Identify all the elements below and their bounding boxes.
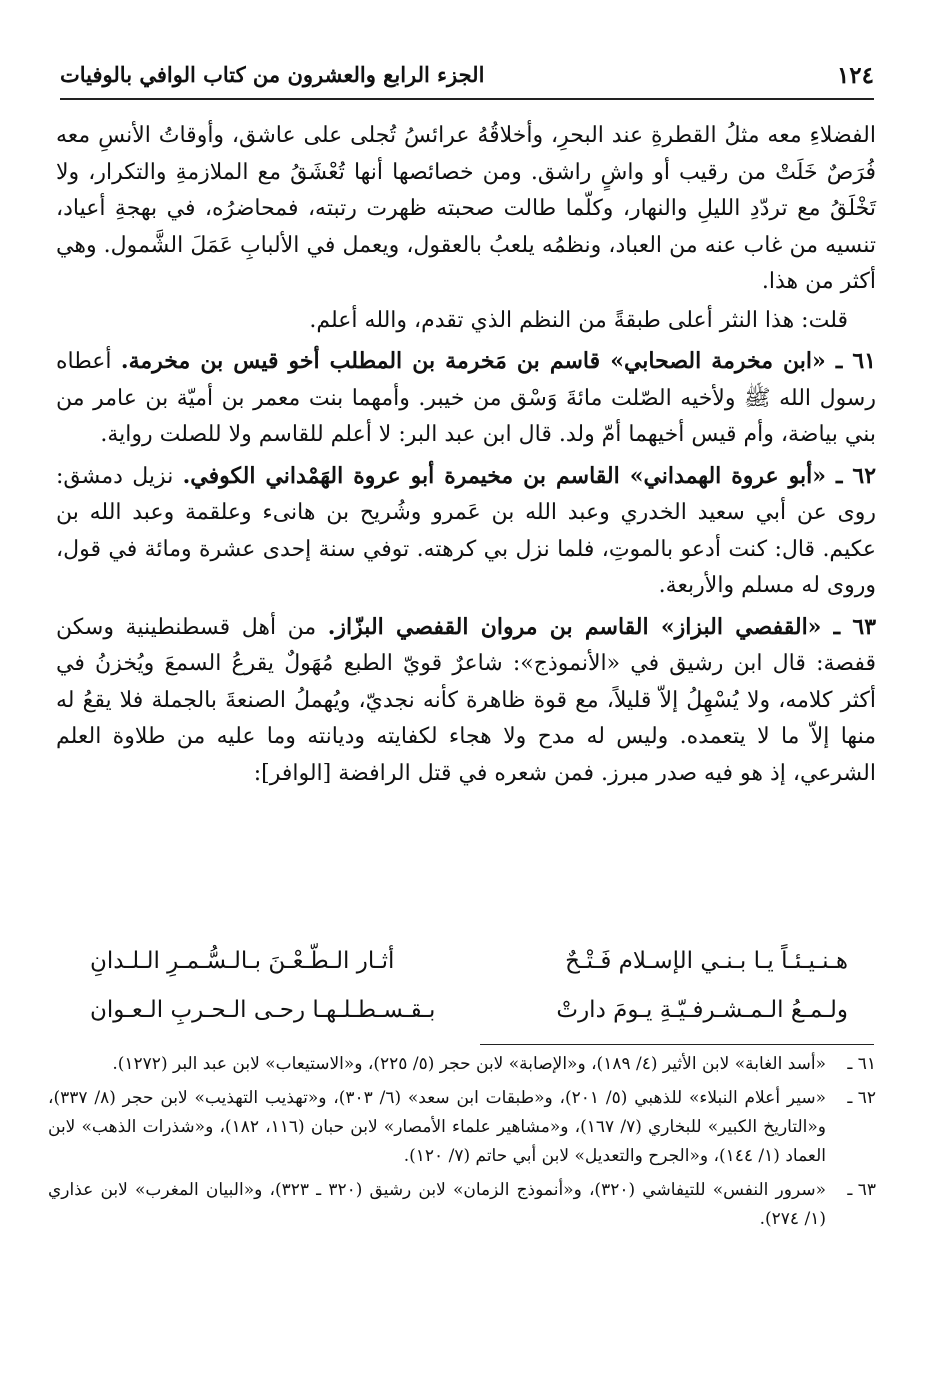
- footnote-number: ٦١ ـ: [847, 1054, 876, 1074]
- entry-heading: ٦١ ـ «ابن مخرمة الصحابي» قاسم بن مَخرمة بن المطلب أخو قيس بن مخرمة.: [120, 348, 876, 374]
- entry-62: [56, 458, 876, 605]
- footnote-text: «أسد الغابة» لابن الأثير (٤/ ١٨٩)، و«الإصابة» لابن حجر (٥/ ٢٢٥)، و«الاستيعاب» لابن عبد البر (١٢٧٢).: [112, 1054, 826, 1074]
- entry-text: أعطاه رسول الله ﷺ ولأخيه الصّلت مائةَ وَسْق من خيبر. وأمهما بنت معمر بن أميّة بن عامر من بني بياضة، وأم قيس أخيهما أمّ ولد. قال ابن عبد البر: لا أعلم للقاسم ولا للصلت رواية.: [56, 349, 876, 447]
- entry-heading: ٦٢ ـ «أبو عروة الهمداني» القاسم بن مخيمرة أبو عروة الهَمْداني الكوفي.: [182, 462, 877, 489]
- verse-first-hemistich: هـنـيـئـاً يـا بـنـي الإسـلام فَـتْـحٌ: [565, 948, 848, 974]
- verse-second-hemistich: أثـار الـطّـعْـنَ بـالـسُّـمـرِ الـلـدانِ: [90, 948, 395, 974]
- page-header: [60, 58, 874, 100]
- entry-61: [56, 343, 876, 454]
- footnote-text: «سير أعلام النبلاء» للذهبي (٥/ ٢٠١)، و«طبقات ابن سعد» (٦/ ٣٠٣)، و«تهذيب التهذيب» لابن حجر (٨/ ٣٣٧)، و«التاريخ الكبير» للبخاري (٧/ ١٦٧)، و«مشاهير علماء الأمصار» لابن حبان (١١٦، ١٨٢)، و«شذرات الذهب» لابن العماد (١/ ١٤٤)، و«الجرح والتعديل» لابن أبي حاتم (٧/ ١٢٠).: [48, 1088, 827, 1166]
- poem-verse: [90, 937, 848, 986]
- main-text: [56, 118, 876, 792]
- page-number: ١٢٤: [836, 62, 874, 89]
- intro-paragraph: الفضلاءِ معه مثلُ القطرةِ عند البحرِ، وأخلاقُهُ عرائسُ تُجلى على عاشق، وأوقاتُ الأنسِ معه فُرَصٌ خَلَتْ من رقيب أو واشٍ راشق. ومن خصائصها أنها تُعْشَقُ مع الملازمةِ والتكرار، ولا تَخْلَقُ مع تردّدِ الليلِ والنهار، وكلّما طالت صحبته ظهرت رتبته، فمحاضرُه، في بهجةِ أعياد، تنسيه من غاب عنه من العباد، ونظمُه يلعبُ بالعقول، ويعمل في الألبابِ عَمَلَ الشَّمول. وهي أكثر من هذا.: [56, 123, 876, 294]
- footnote-63: [48, 1176, 876, 1234]
- entry-63: [56, 609, 876, 793]
- footnote-number: ٦٣ ـ: [847, 1180, 876, 1200]
- footnote-61: [48, 1050, 876, 1079]
- poem-verse: [90, 986, 848, 1035]
- verse-first-hemistich: ولـمـعُ الـمـشـرفـيّـةِ يـومَ دارتْ: [556, 997, 848, 1023]
- poem: [90, 937, 848, 1035]
- verse-second-hemistich: بـقـسـطـلـهـا رحـى الـحـربِ الـعـوان: [90, 997, 436, 1023]
- footnote-number: ٦٢ ـ: [847, 1088, 876, 1108]
- footnote-text: «سرور النفس» للتيفاشي (٣٢٠)، و«أنموذج الزمان» لابن رشيق (٣٢٠ ـ ٣٢٣)، و«البيان المغرب» لابن عذاري (١/ ٢٧٤).: [48, 1180, 827, 1229]
- footnotes: [48, 1050, 876, 1239]
- author-note: قلت: هذا النثر أعلى طبقةً من النظم الذي تقدم، والله أعلم.: [309, 307, 848, 333]
- entry-heading: ٦٣ ـ «القفصي البزاز» القاسم بن مروان القفصي البزّاز.: [327, 613, 877, 640]
- footnote-62: [48, 1084, 876, 1171]
- entry-text: من أهل قسطنطينية وسكن قفصة: قال ابن رشيق في «الأنموذج»: شاعرٌ قويّ الطبع مُهَولٌ يقرعُ السمعَ ويُخزنُ في أكثر كلامه، ولا يُسْهِلُ إلاّ قليلاً، مع قوة ظاهرة كأنه نجديّ، ويُهملُ الصنعةَ بالجملة فلا يقعُ له منها إلاّ ما لا يتعمده. وليس له مدح ولا هجاء لكفايته وديانته وما عليه من طلاوة العلم الشرعي، إذ هو فيه صدر مبرز. فمن شعره في قتل الرافضة [الوافر]:: [56, 614, 876, 786]
- entry-text: نزيل دمشق: روى عن أبي سعيد الخدري وعبد الله بن عَمرو وشُريح بن هانىء وعلقمة وعبد الله بن عكيم. قال: كنت أدعو بالموتِ، فلما نزل بي كرهته. توفي سنة إحدى عشرة ومائة في قول، وروى له مسلم والأربعة.: [56, 463, 876, 598]
- footnote-separator: [480, 1044, 874, 1045]
- running-title: الجزء الرابع والعشرون من كتاب الوافي بالوفيات: [60, 62, 485, 87]
